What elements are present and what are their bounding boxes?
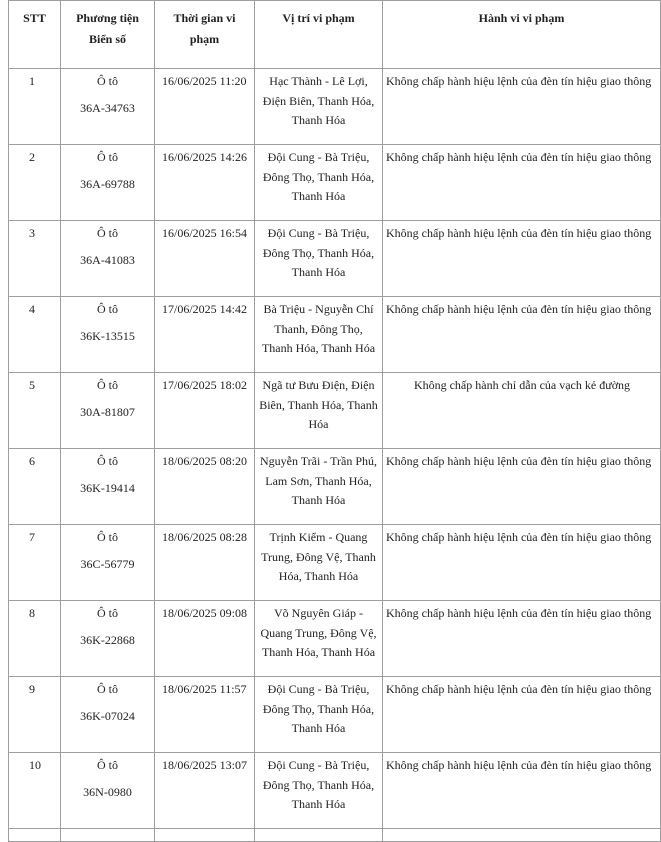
cell-stt: 7 [9,525,61,601]
cell-empty [9,829,61,842]
cell-plate: 36K-07024 [80,708,135,723]
cell-time: 18/06/2025 08:20 [155,449,255,525]
cell-plate: 36A-41083 [80,252,135,267]
cell-violation: Không chấp hành hiệu lệnh của đèn tín hiệu giao thông [383,753,661,829]
cell-vehicle: Ô tô 36K-07024 [61,677,155,753]
violations-table [8,0,661,842]
cell-stt: 10 [9,753,61,829]
cell-violation: Không chấp hành hiệu lệnh của đèn tín hiệu giao thông [383,525,661,601]
cell-stt: 1 [9,69,61,145]
cell-time: 18/06/2025 13:07 [155,753,255,829]
cell-violation: Không chấp hành hiệu lệnh của đèn tín hiệu giao thông [383,221,661,297]
cell-stt: 2 [9,145,61,221]
cell-violation: Không chấp hành hiệu lệnh của đèn tín hiệu giao thông [383,69,661,145]
header-plate: Biển số [88,32,126,46]
cell-empty [255,829,383,842]
table-row [9,525,661,601]
cell-vehicle: Ô tô 36A-34763 [61,69,155,145]
cell-time: 18/06/2025 09:08 [155,601,255,677]
table-row [9,221,661,297]
cell-plate: 36A-34763 [80,100,135,115]
header-vehicle: Phương tiện [76,11,139,25]
cell-stt: 4 [9,297,61,373]
table-row [9,449,661,525]
cell-violation: Không chấp hành hiệu lệnh của đèn tín hiệu giao thông [383,297,661,373]
cell-violation: Không chấp hành hiệu lệnh của đèn tín hiệu giao thông [383,677,661,753]
cell-violation: Không chấp hành chỉ dẫn của vạch kẻ đường [383,373,661,449]
cell-stt: 5 [9,373,61,449]
cell-empty [383,829,661,842]
cell-stt: 3 [9,221,61,297]
cell-location: Bà Triệu - Nguyễn Chí Thanh, Đông Thọ, Thanh Hóa, Thanh Hóa [255,297,383,373]
cell-time: 16/06/2025 11:20 [155,69,255,145]
header-violation: Hành vi vi phạm [383,1,661,69]
cell-plate: 30A-81807 [80,404,135,419]
cell-location: Trịnh Kiểm - Quang Trung, Đông Vệ, Thanh Hóa, Thanh Hóa [255,525,383,601]
cell-location: Đội Cung - Bà Triệu, Đông Thọ, Thanh Hóa, Thanh Hóa [255,753,383,829]
cell-vehicle: Ô tô 36A-41083 [61,221,155,297]
header-vehicle-plate [61,1,155,69]
table-row [9,753,661,829]
cell-violation: Không chấp hành hiệu lệnh của đèn tín hiệu giao thông [383,145,661,221]
cell-time: 17/06/2025 18:02 [155,373,255,449]
cell-location: Đội Cung - Bà Triệu, Đông Thọ, Thanh Hóa, Thanh Hóa [255,145,383,221]
header-location: Vị trí vi phạm [255,1,383,69]
cell-vehicle: Ô tô 36C-56779 [61,525,155,601]
cell-time: 17/06/2025 14:42 [155,297,255,373]
cell-plate: 36K-19414 [80,480,135,495]
cell-vehicle: Ô tô 30A-81807 [61,373,155,449]
cell-stt: 6 [9,449,61,525]
header-time: Thời gian vi phạm [155,1,255,69]
cell-vehicle: Ô tô 36A-69788 [61,145,155,221]
table-row [9,297,661,373]
table-row [9,677,661,753]
table-row [9,69,661,145]
cell-plate: 36A-69788 [80,176,135,191]
cell-vehicle: Ô tô 36K-13515 [61,297,155,373]
cell-violation: Không chấp hành hiệu lệnh của đèn tín hiệu giao thông [383,449,661,525]
cell-time: 18/06/2025 08:28 [155,525,255,601]
cell-location: Võ Nguyên Giáp - Quang Trung, Đông Vệ, Thanh Hóa, Thanh Hóa [255,601,383,677]
cell-vehicle: Ô tô 36K-22868 [61,601,155,677]
table-row [9,373,661,449]
cell-plate: 36C-56779 [80,556,135,571]
cell-violation: Không chấp hành hiệu lệnh của đèn tín hiệu giao thông [383,601,661,677]
cell-plate: 36K-22868 [80,632,135,647]
table-body [9,69,661,842]
cell-location: Hạc Thành - Lê Lợi, Điện Biên, Thanh Hóa, Thanh Hóa [255,69,383,145]
cell-time: 18/06/2025 11:57 [155,677,255,753]
cell-time: 16/06/2025 14:26 [155,145,255,221]
cell-empty [61,829,155,842]
cell-stt: 8 [9,601,61,677]
cell-vehicle: Ô tô 36N-0980 [61,753,155,829]
cell-location: Đội Cung - Bà Triệu, Đông Thọ, Thanh Hóa, Thanh Hóa [255,677,383,753]
cell-vehicle: Ô tô 36K-19414 [61,449,155,525]
cell-plate: 36K-13515 [80,328,135,343]
cell-time: 16/06/2025 16:54 [155,221,255,297]
cell-location: Ngã tư Bưu Điện, Điện Biên, Thanh Hóa, Thanh Hóa [255,373,383,449]
cell-plate: 36N-0980 [83,784,132,799]
table-row [9,601,661,677]
table-row-partial [9,829,661,842]
cell-location: Đội Cung - Bà Triệu, Đông Thọ, Thanh Hóa, Thanh Hóa [255,221,383,297]
cell-empty [155,829,255,842]
table-row [9,145,661,221]
header-stt: STT [9,1,61,69]
cell-stt: 9 [9,677,61,753]
cell-location: Nguyễn Trãi - Trần Phú, Lam Sơn, Thanh Hóa, Thanh Hóa [255,449,383,525]
table-header-row [9,1,661,69]
